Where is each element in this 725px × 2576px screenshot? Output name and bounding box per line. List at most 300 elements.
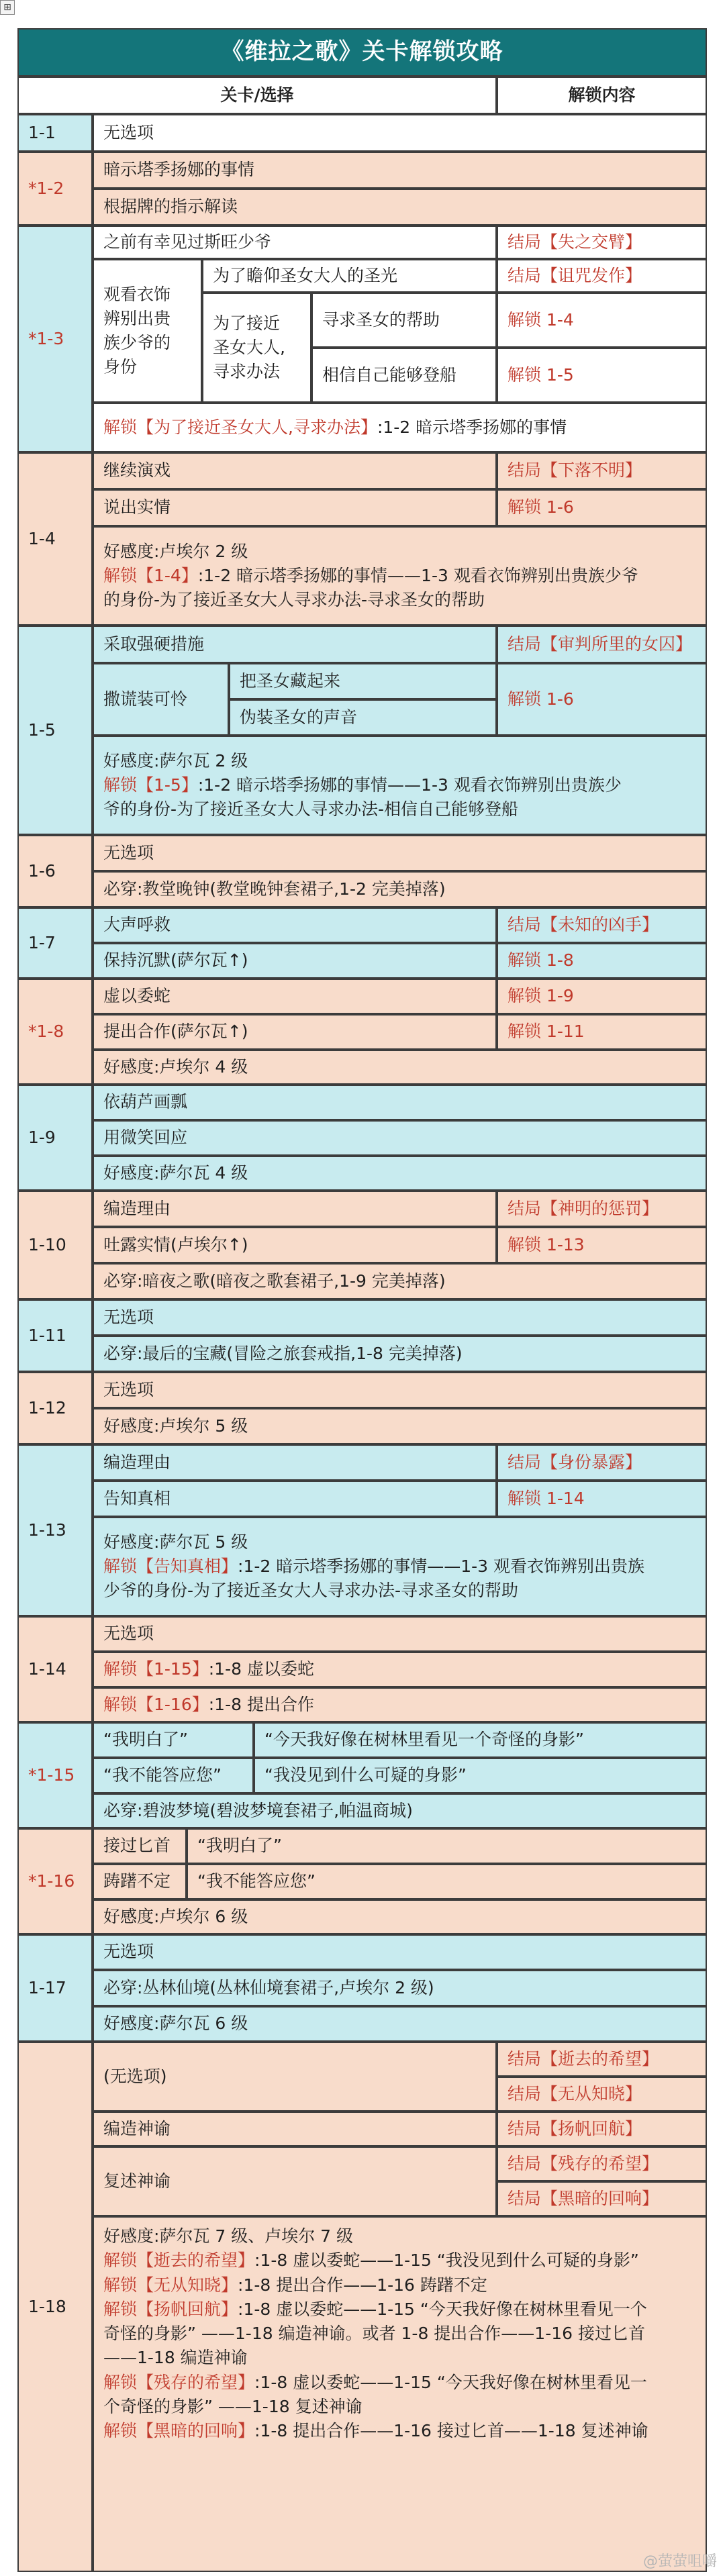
cell-text: 1-6: [28, 860, 56, 881]
watermark: @萤萤咀嚼: [642, 2553, 717, 2570]
cell-text: 好感度:卢埃尔 4 级: [103, 1056, 248, 1077]
highlight-text: 结局【失之交臂】: [508, 232, 642, 252]
result-cell: [497, 452, 707, 489]
choice-cell: [93, 1299, 707, 1336]
highlight-text: 解锁【无从知晓】: [103, 2275, 238, 2295]
cell-text: 好感度:卢埃尔 6 级: [103, 1906, 248, 1926]
result-cell: [497, 226, 707, 259]
cell-text: :1-2 暗示塔季扬娜的事情——1-3 观看衣饰辨别出贵族少爷: [197, 565, 638, 585]
cell-line: [103, 540, 696, 564]
cell-line: [28, 1126, 82, 1150]
level-label: [17, 1722, 93, 1828]
cell-text: 1-7: [28, 932, 56, 952]
cell-line: [103, 2419, 696, 2443]
unlock-cell: [497, 663, 707, 736]
cell-line: [103, 195, 696, 219]
cell-text: 好感度:萨尔瓦 7 级、卢埃尔 7 级: [103, 2226, 354, 2246]
highlight-text: 解锁 1-6: [508, 689, 574, 709]
choice-cell: [93, 489, 497, 526]
cell-text: 无选项: [103, 1624, 154, 1644]
choice-cell: [254, 1722, 707, 1758]
note-cell: [93, 1050, 707, 1085]
cell-line: [103, 2012, 696, 2036]
cell-line: [508, 1233, 696, 1257]
cell-line: [508, 2117, 696, 2141]
cell-text: 无选项: [103, 122, 154, 142]
cell-line: [103, 1450, 486, 1475]
choice-cell: [93, 1864, 187, 1899]
cell-text: 说出实情: [103, 497, 171, 517]
highlight-text: 解锁【黑暗的回响】: [103, 2421, 255, 2440]
choice-cell: [93, 1481, 497, 1517]
cell-line: [103, 1305, 696, 1330]
cell-text: 保持沉默(萨尔瓦↑): [103, 950, 248, 971]
cell-text: :1-8 提出合作: [208, 1694, 314, 1714]
choice-cell: [93, 1616, 707, 1652]
cell-line: [103, 2065, 486, 2089]
cell-text: 1-18: [28, 2296, 66, 2316]
highlight-text: 结局【黑暗的回响】: [508, 2188, 659, 2208]
cell-text: (无选项): [103, 2066, 167, 2086]
cell-text: “我明白了”: [197, 1836, 282, 1856]
cell-line: [103, 2248, 696, 2273]
level-label: [17, 2042, 93, 2572]
cell-text: 1-12: [28, 1397, 66, 1418]
note-cell: [93, 1970, 707, 2006]
cell-line: [264, 1763, 696, 1787]
cell-text: :1-8 虚以委蛇——1-15 “今天我好像在树林里看见一个: [238, 2299, 647, 2319]
choice-cell: [93, 1120, 707, 1156]
cell-text: 奇怪的身影” ——1-18 编造神谕。或者 1-8 提出合作——1-16 接过匕首: [103, 2324, 645, 2343]
highlight-text: 解锁 1-13: [508, 1234, 585, 1254]
choice-cell: [93, 626, 497, 663]
cell-line: [103, 797, 696, 822]
cell-line: [28, 859, 82, 883]
choice-cell: [93, 152, 707, 189]
cell-line: [508, 1487, 696, 1511]
cell-line: [103, 687, 218, 711]
cell-text: 1-11: [28, 1325, 66, 1345]
choice-cell: [93, 979, 497, 1014]
cell-line: [103, 415, 696, 440]
cell-text: 依葫芦画瓢: [103, 1092, 188, 1112]
choice-cell: [93, 2112, 497, 2146]
cell-text: “我不能答应您”: [197, 1871, 316, 1891]
choice-cell: [93, 1722, 254, 1758]
cell-line: [103, 877, 696, 901]
level-label: [17, 152, 93, 226]
choice-cell: [254, 1758, 707, 1793]
cell-line: [103, 1799, 696, 1823]
cell-line: [103, 1161, 696, 1185]
cell-line: [508, 264, 696, 288]
choice-cell: [93, 1191, 497, 1227]
cell-text: 伪装圣女的声音: [240, 707, 358, 727]
cell-text: “我没见到什么可疑的身影”: [264, 1765, 467, 1785]
choice-cell: [93, 1828, 187, 1864]
cell-line: [103, 841, 696, 865]
highlight-text: 解锁 1-11: [508, 1022, 585, 1042]
note-cell: [93, 1517, 707, 1616]
cell-line: [322, 363, 486, 387]
choice-cell: [93, 2146, 497, 2216]
cell-line: [28, 2295, 82, 2319]
highlight-text: 解锁 1-14: [508, 1488, 585, 1508]
cell-line: [103, 230, 486, 254]
cell-line: [240, 669, 486, 693]
cell-text: 提出合作(萨尔瓦↑): [103, 1022, 248, 1042]
cell-line: [213, 336, 301, 360]
cell-line: [508, 1020, 696, 1044]
cell-text: 相信自己能够登船: [322, 364, 457, 385]
choice-cell: [93, 259, 202, 403]
result-cell: [497, 2181, 707, 2216]
cell-line: [103, 307, 191, 331]
cell-text: 无选项: [103, 842, 154, 862]
cell-text: 之前有幸见过斯旺少爷: [103, 232, 272, 252]
cell-line: [103, 2346, 696, 2370]
cell-text: “我明白了”: [103, 1730, 188, 1750]
choice-cell: [311, 293, 497, 348]
cell-text: 1-17: [28, 1977, 66, 1997]
note-cell: [93, 1408, 707, 1444]
highlight-text: 结局【逝去的希望】: [508, 2048, 659, 2069]
cell-line: [508, 458, 696, 483]
cell-text: 吐露实情(卢埃尔↑): [103, 1234, 248, 1254]
cell-line: [103, 1090, 696, 1114]
cell-line: [103, 2224, 696, 2248]
cell-text: “我不能答应您”: [103, 1765, 222, 1785]
note-cell: [93, 871, 707, 907]
cell-text: 编造神谕: [103, 2118, 171, 2138]
highlight-text: 结局【无从知晓】: [508, 2083, 642, 2103]
cell-text: 好感度:萨尔瓦 6 级: [103, 2014, 248, 2034]
cell-line: [508, 948, 696, 973]
cell-line: [508, 1450, 696, 1475]
highlight-text: 解锁【1-5】: [103, 775, 198, 795]
cell-text: :1-8 虚以委蛇——1-15 “今天我好像在树林里看见一: [254, 2372, 647, 2392]
note-cell: [93, 1336, 707, 1372]
cell-line: [197, 1834, 696, 1858]
cell-line: [508, 495, 696, 519]
choice-cell: [187, 1828, 707, 1864]
result-cell: [497, 2146, 707, 2181]
note-cell: [93, 1652, 707, 1687]
unlock-cell: [497, 943, 707, 979]
cell-line: [103, 1197, 486, 1221]
highlight-text: *1-2: [28, 178, 64, 198]
cell-text: 身份: [103, 357, 138, 377]
cell-line: [103, 632, 486, 656]
choice-cell: [93, 835, 707, 871]
highlight-text: 解锁 1-6: [508, 497, 574, 517]
note-cell: [93, 736, 707, 835]
cell-line: [103, 1554, 696, 1579]
result-cell: [497, 2042, 707, 2077]
cell-line: [28, 1763, 82, 1787]
cell-text: 无选项: [103, 1942, 154, 1962]
highlight-text: *1-8: [28, 1021, 64, 1041]
choice-cell: [93, 189, 707, 226]
unlock-cell: [497, 293, 707, 348]
cell-line: [103, 1530, 696, 1554]
cell-text: 虚以委蛇: [103, 986, 171, 1006]
result-cell: [497, 259, 707, 293]
cell-text: 的身份-为了接近圣女大人寻求办法-寻求圣女的帮助: [103, 590, 485, 610]
cell-line: [28, 1976, 82, 2000]
cell-line: [103, 1905, 696, 1929]
choice-cell: [93, 1372, 707, 1408]
level-label: [17, 1372, 93, 1444]
highlight-text: 结局【残存的希望】: [508, 2153, 659, 2173]
cell-line: [322, 308, 486, 332]
cell-text: 1-1: [28, 122, 56, 142]
cell-line: [103, 2395, 696, 2419]
cell-line: [103, 1233, 486, 1257]
cell-line: [103, 1622, 696, 1646]
cell-line: [240, 705, 486, 730]
level-label: [17, 979, 93, 1085]
cell-text: 观看衣饰: [103, 284, 171, 304]
cell-text: :1-2 暗示塔季扬娜的事情——1-3 观看衣饰辨别出贵族少: [197, 775, 622, 795]
cell-text: 必穿:碧波梦境(碧波梦境套裙子,帕温商城): [103, 1800, 413, 1820]
highlight-text: 解锁 1-8: [508, 950, 574, 971]
cell-text: 编造理由: [103, 1198, 171, 1218]
choice-cell: [202, 259, 497, 293]
cell-line: [103, 495, 486, 519]
cell-line: [103, 564, 696, 588]
cell-line: [103, 331, 191, 355]
cell-line: [103, 2297, 696, 2322]
note-cell: [93, 403, 707, 452]
cell-text: 圣女大人,: [213, 337, 285, 357]
cell-line: [103, 749, 696, 773]
cell-line: [508, 984, 696, 1008]
choice-cell: [93, 663, 229, 736]
cell-line: [28, 1396, 82, 1420]
cell-line: [28, 527, 82, 551]
level-label: [17, 1616, 93, 1722]
cell-line: [508, 230, 696, 254]
cell-text: 1-9: [28, 1127, 56, 1147]
cell-text: 必穿:暗夜之歌(暗夜之歌套裙子,1-9 完美掉落): [103, 1271, 446, 1291]
cell-text: :1-8 虚以委蛇——1-15 “我没见到什么可疑的身影”: [254, 2250, 639, 2271]
choice-cell: [93, 114, 707, 152]
cell-line: [508, 2082, 696, 2106]
cell-text: 用微笑回应: [103, 1128, 188, 1148]
cell-line: [28, 1869, 82, 1893]
cell-line: [508, 632, 696, 656]
cell-text: 为了接近: [213, 313, 281, 333]
cell-line: [28, 1020, 82, 1044]
level-label: [17, 1299, 93, 1372]
result-cell: [497, 1444, 707, 1481]
cell-text: 根据牌的指示解读: [103, 197, 238, 217]
cell-text: :1-2 暗示塔季扬娜的事情——1-3 观看衣饰辨别出贵族: [238, 1556, 644, 1576]
cell-line: [103, 588, 696, 612]
choice-cell: [93, 1014, 497, 1050]
cell-text: 无选项: [103, 1307, 154, 1327]
cell-line: [19, 36, 706, 68]
choice-cell: [93, 452, 497, 489]
cell-line: [508, 363, 696, 387]
cell-line: [103, 1414, 696, 1438]
cell-line: [103, 1976, 696, 2000]
cell-line: [103, 1657, 696, 1681]
cell-text: 接过匕首: [103, 1836, 171, 1856]
cell-line: [28, 931, 82, 955]
cell-line: [103, 1487, 486, 1511]
cell-line: [103, 1126, 696, 1150]
cell-line: [28, 121, 82, 145]
cell-line: [508, 308, 696, 332]
highlight-text: 解锁【扬帆回航】: [103, 2299, 238, 2319]
level-label: [17, 452, 93, 626]
cell-line: [508, 2187, 696, 2211]
cell-text: 1-14: [28, 1658, 66, 1679]
cell-line: [103, 2371, 696, 2395]
level-label: [17, 835, 93, 907]
cell-line: [103, 1763, 243, 1787]
unlock-cell: [497, 348, 707, 403]
cell-line: [28, 1324, 82, 1348]
cell-text: :1-8 提出合作——1-16 踌躇不定: [238, 2275, 487, 2295]
unlock-cell: [497, 979, 707, 1014]
note-cell: [93, 1793, 707, 1828]
highlight-text: 解锁【残存的希望】: [103, 2372, 255, 2392]
result-cell: [497, 907, 707, 943]
cell-line: [103, 1940, 696, 1964]
highlight-text: 结局【未知的凶手】: [508, 915, 659, 935]
highlight-text: 解锁【告知真相】: [103, 1556, 238, 1576]
cell-line: [508, 1197, 696, 1221]
cell-text: 必穿:教堂晚钟(教堂晚钟套裙子,1-2 完美掉落): [103, 879, 446, 899]
cell-text: “今天我好像在树林里看见一个奇怪的身影”: [264, 1730, 584, 1750]
choice-cell: [229, 663, 497, 699]
note-cell: [93, 2216, 707, 2572]
result-cell: [497, 626, 707, 663]
choice-cell: [93, 907, 497, 943]
note-cell: [93, 1156, 707, 1191]
cell-line: [508, 2047, 696, 2071]
cell-text: 好感度:卢埃尔 2 级: [103, 541, 248, 561]
cell-text: :1-8 提出合作——1-16 接过匕首——1-18 复述神谕: [254, 2421, 648, 2440]
cell-line: [103, 1055, 696, 1079]
note-cell: [93, 526, 707, 626]
cell-text: 1-13: [28, 1520, 66, 1540]
cell-text: 爷的身份-为了接近圣女大人寻求办法-相信自己能够登船: [103, 799, 519, 820]
cell-line: [508, 2152, 696, 2176]
cell-line: [103, 1693, 696, 1717]
cell-text: 1-4: [28, 528, 56, 548]
highlight-text: *1-15: [28, 1765, 75, 1785]
cell-line: [28, 1657, 82, 1681]
choice-cell: [93, 1934, 707, 1970]
highlight-text: 结局【扬帆回航】: [508, 2118, 642, 2138]
table-move-handle-icon[interactable]: ⊞: [0, 0, 15, 15]
highlight-text: 结局【身份暴露】: [508, 1452, 642, 1472]
note-cell: [93, 1899, 707, 1934]
cell-line: [213, 360, 301, 384]
cell-line: [103, 1342, 696, 1366]
cell-line: [103, 2322, 696, 2346]
cell-text: 编造理由: [103, 1452, 171, 1472]
cell-line: [103, 1869, 176, 1893]
cell-text: 把圣女藏起来: [240, 671, 341, 691]
cell-line: [213, 311, 301, 336]
highlight-text: 解锁【1-15】: [103, 1659, 209, 1679]
result-cell: [497, 2077, 707, 2112]
highlight-text: 解锁【为了接近圣女大人,寻求办法】: [103, 417, 377, 437]
result-cell: [497, 1191, 707, 1227]
cell-text: 告知真相: [103, 1488, 171, 1508]
cell-line: [498, 83, 706, 107]
highlight-text: 解锁 1-4: [508, 309, 574, 330]
choice-cell: [311, 348, 497, 403]
cell-text: 大声呼救: [103, 915, 171, 935]
cell-line: [28, 1233, 82, 1257]
cell-text: 为了瞻仰圣女大人的圣光: [213, 265, 398, 285]
cell-text: 好感度:萨尔瓦 5 级: [103, 1532, 248, 1552]
note-cell: [93, 1687, 707, 1722]
cell-text: 解锁内容: [568, 85, 636, 105]
cell-text: 暗示塔季扬娜的事情: [103, 160, 255, 180]
level-label: [17, 1191, 93, 1299]
cell-text: 寻求办法: [213, 362, 281, 382]
cell-text: 族少爷的: [103, 333, 171, 352]
highlight-text: 结局【审判所里的女囚】: [508, 634, 693, 654]
level-label: [17, 1934, 93, 2042]
unlock-cell: [497, 1481, 707, 1517]
cell-text: :1-2 暗示塔季扬娜的事情: [377, 417, 567, 437]
highlight-text: *1-16: [28, 1871, 75, 1891]
choice-cell: [93, 943, 497, 979]
highlight-text: 解锁【逝去的希望】: [103, 2250, 255, 2271]
choice-cell: [93, 1227, 497, 1263]
cell-text: 好感度:卢埃尔 5 级: [103, 1416, 248, 1436]
level-label: [17, 226, 93, 452]
cell-text: 少爷的身份-为了接近圣女大人寻求办法-寻求圣女的帮助: [103, 1581, 519, 1601]
cell-text: ——1-18 编造神谕: [103, 2348, 248, 2368]
highlight-text: 结局【神明的惩罚】: [508, 1198, 659, 1218]
cell-text: 1-10: [28, 1234, 66, 1254]
cell-text: 寻求圣女的帮助: [322, 309, 440, 330]
highlight-text: 解锁 1-9: [508, 986, 574, 1006]
cell-line: [103, 773, 696, 797]
cell-line: [103, 2273, 696, 2297]
cell-line: [103, 984, 486, 1008]
cell-line: [508, 687, 696, 711]
cell-text: 好感度:萨尔瓦 2 级: [103, 750, 248, 771]
highlight-text: 结局【下落不明】: [508, 460, 642, 481]
choice-cell: [93, 2042, 497, 2112]
cell-line: [19, 83, 495, 107]
result-cell: [497, 2112, 707, 2146]
highlight-text: *1-3: [28, 328, 64, 348]
cell-text: 《维拉之歌》关卡解锁攻略: [221, 38, 503, 66]
cell-line: [103, 283, 191, 307]
level-label: [17, 1828, 93, 1934]
cell-line: [103, 1269, 696, 1293]
cell-line: [28, 1518, 82, 1542]
unlock-cell: [497, 1227, 707, 1263]
cell-text: 必穿:最后的宝藏(冒险之旅套戒指,1-8 完美掉落): [103, 1343, 463, 1363]
choice-cell: [229, 699, 497, 736]
cell-line: [103, 2169, 486, 2193]
cell-text: 1-5: [28, 720, 56, 740]
cell-line: [264, 1728, 696, 1752]
level-label: [17, 1085, 93, 1191]
